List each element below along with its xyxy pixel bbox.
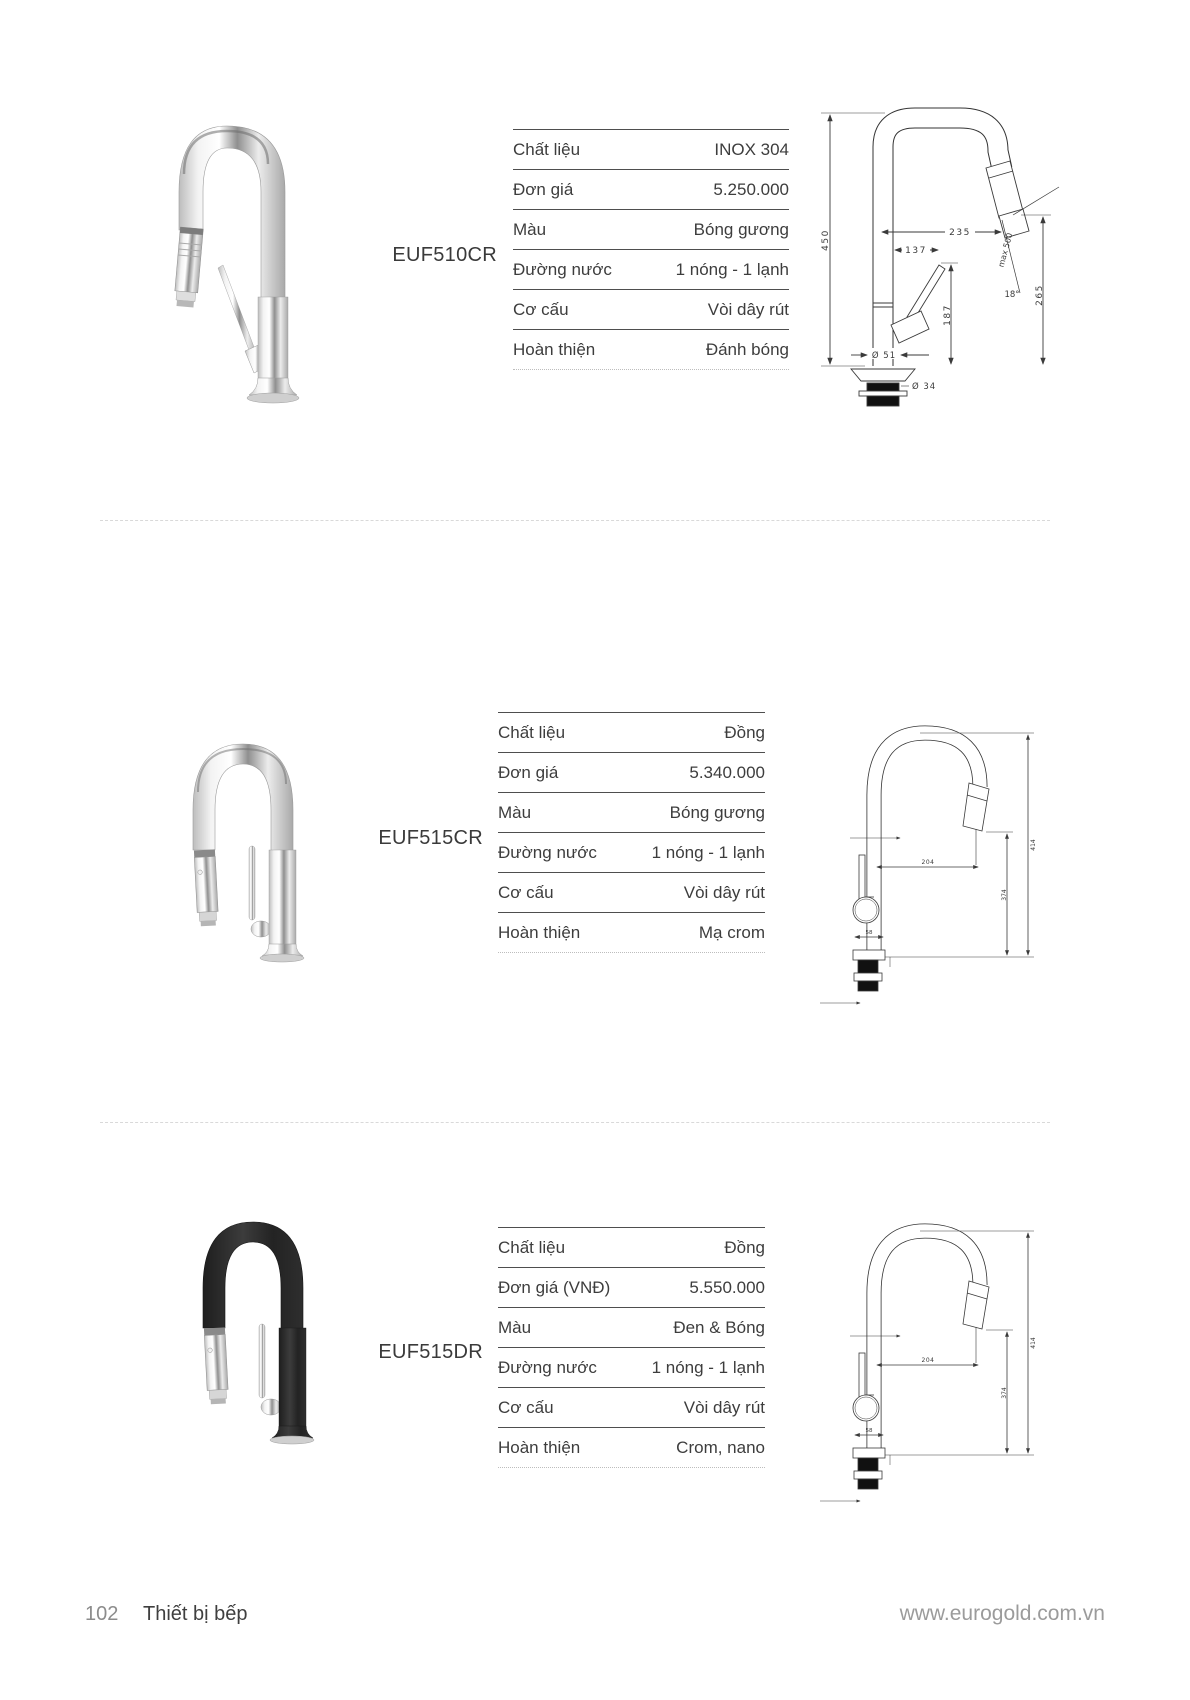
spec-row	[513, 289, 789, 329]
spec-row	[498, 832, 765, 872]
dim-handle-reach: 137	[905, 246, 927, 256]
spec-row	[498, 872, 765, 912]
faucet-body	[258, 297, 288, 380]
model-code: EUF510CR	[392, 244, 497, 266]
spec-table	[498, 1227, 765, 1468]
spec-value: 5.550.000	[689, 1277, 765, 1297]
spec-value: Mạ crom	[698, 922, 765, 942]
spec-value: Đồng	[724, 722, 765, 742]
technical-drawing-euf515cr	[790, 645, 1070, 1015]
technical-drawing-euf515dr	[790, 1143, 1070, 1513]
footer-page-number: 102	[85, 1603, 119, 1625]
spec-row	[498, 912, 765, 952]
faucet-lever	[259, 1324, 265, 1398]
spec-row	[513, 169, 789, 209]
section-divider	[100, 1122, 1050, 1123]
spec-label: Màu	[498, 1317, 532, 1337]
spec-value: Đen & Bóng	[673, 1317, 765, 1337]
spec-row	[498, 1307, 765, 1347]
dim-spout-height: 374	[1001, 889, 1008, 901]
section-divider	[100, 520, 1050, 521]
dim-hole-diameter: Ø 34	[912, 382, 937, 392]
product-photo-euf515dr	[195, 1200, 325, 1450]
spec-value: 5.250.000	[713, 179, 789, 199]
dim-spray-angle: 18°	[1004, 290, 1020, 300]
faucet-lever	[249, 846, 255, 920]
spec-label: Cơ cấu	[513, 299, 569, 319]
product-photo-euf510cr	[165, 112, 315, 412]
spec-label: Hoàn thiện	[498, 1437, 581, 1457]
spec-table	[513, 129, 789, 370]
faucet-base-disc	[247, 393, 299, 403]
spec-row	[498, 1227, 765, 1267]
spec-value: INOX 304	[714, 139, 789, 159]
spec-label: Đơn giá	[498, 762, 559, 782]
spec-row	[513, 129, 789, 169]
spec-value: Đồng	[724, 1237, 765, 1257]
faucet-sprayer	[174, 227, 204, 308]
faucet-lever-joint	[251, 921, 271, 937]
faucet-body	[269, 850, 296, 946]
spec-value: 5.340.000	[689, 762, 765, 782]
spec-label: Màu	[498, 802, 532, 822]
spec-value: 1 nóng - 1 lạnh	[675, 259, 789, 279]
spec-label: Chất liệu	[498, 722, 566, 742]
technical-drawing-euf510cr	[755, 85, 1060, 415]
spec-label: Màu	[513, 219, 547, 239]
faucet-sprayer	[204, 1327, 229, 1404]
spec-row	[513, 329, 789, 369]
dim-base-diameter: Ø 51	[871, 351, 897, 361]
product-photo-euf515cr	[185, 722, 315, 964]
dim-hose-extension: max 500	[996, 231, 1015, 269]
spec-row	[513, 209, 789, 249]
faucet-lever-joint	[261, 1399, 281, 1415]
faucet-base-disc	[270, 1436, 314, 1444]
spec-label: Hoàn thiện	[513, 339, 596, 359]
faucet-base-flare	[249, 378, 297, 395]
dim-reach: 204	[921, 859, 935, 866]
spec-label: Đường nước	[498, 1357, 597, 1377]
spec-row	[498, 712, 765, 752]
spec-value: 1 nóng - 1 lạnh	[651, 1357, 765, 1377]
spec-row	[498, 1427, 765, 1467]
spec-value: Bóng gương	[669, 802, 765, 822]
spec-row	[498, 1267, 765, 1307]
dim-spout-height: 265	[1035, 284, 1045, 306]
spec-label: Đơn giá	[513, 179, 574, 199]
footer-website: www.eurogold.com.vn	[899, 1602, 1105, 1625]
spec-row	[498, 752, 765, 792]
spec-label: Chất liệu	[513, 139, 581, 159]
spec-row	[498, 1347, 765, 1387]
dim-total-height: 414	[1030, 839, 1037, 851]
spec-label: Đường nước	[513, 259, 612, 279]
spec-row	[498, 1387, 765, 1427]
dim-base-width: 58	[865, 930, 873, 936]
spec-value: Đánh bóng	[705, 339, 789, 359]
faucet-handle	[218, 265, 257, 358]
spec-value: Vòi dây rút	[683, 1397, 765, 1417]
dim-body-height: 187	[943, 304, 953, 326]
dim-total-height: 450	[821, 229, 831, 251]
faucet-body	[279, 1328, 306, 1428]
spec-label: Cơ cấu	[498, 1397, 554, 1417]
footer-section-title: Thiết bị bếp	[143, 1603, 248, 1625]
spec-table	[498, 712, 765, 953]
spec-value: 1 nóng - 1 lạnh	[651, 842, 765, 862]
spec-row	[513, 249, 789, 289]
spec-label: Hoàn thiện	[498, 922, 581, 942]
spec-label: Chất liệu	[498, 1237, 566, 1257]
dim-reach: 235	[949, 228, 971, 238]
spec-label: Đường nước	[498, 842, 597, 862]
spec-label: Đơn giá (VNĐ)	[498, 1277, 611, 1297]
faucet-sprayer	[194, 849, 219, 926]
spec-value: Bóng gương	[693, 219, 789, 239]
spec-value: Vòi dây rút	[683, 882, 765, 902]
model-code: EUF515DR	[378, 1341, 483, 1363]
model-code: EUF515CR	[378, 827, 483, 849]
spec-row	[498, 792, 765, 832]
faucet-base-disc	[260, 954, 304, 962]
spec-value: Crom, nano	[676, 1437, 765, 1457]
spec-label: Cơ cấu	[498, 882, 554, 902]
spec-value: Vòi dây rút	[707, 299, 789, 319]
faucet-arc	[203, 1222, 303, 1330]
